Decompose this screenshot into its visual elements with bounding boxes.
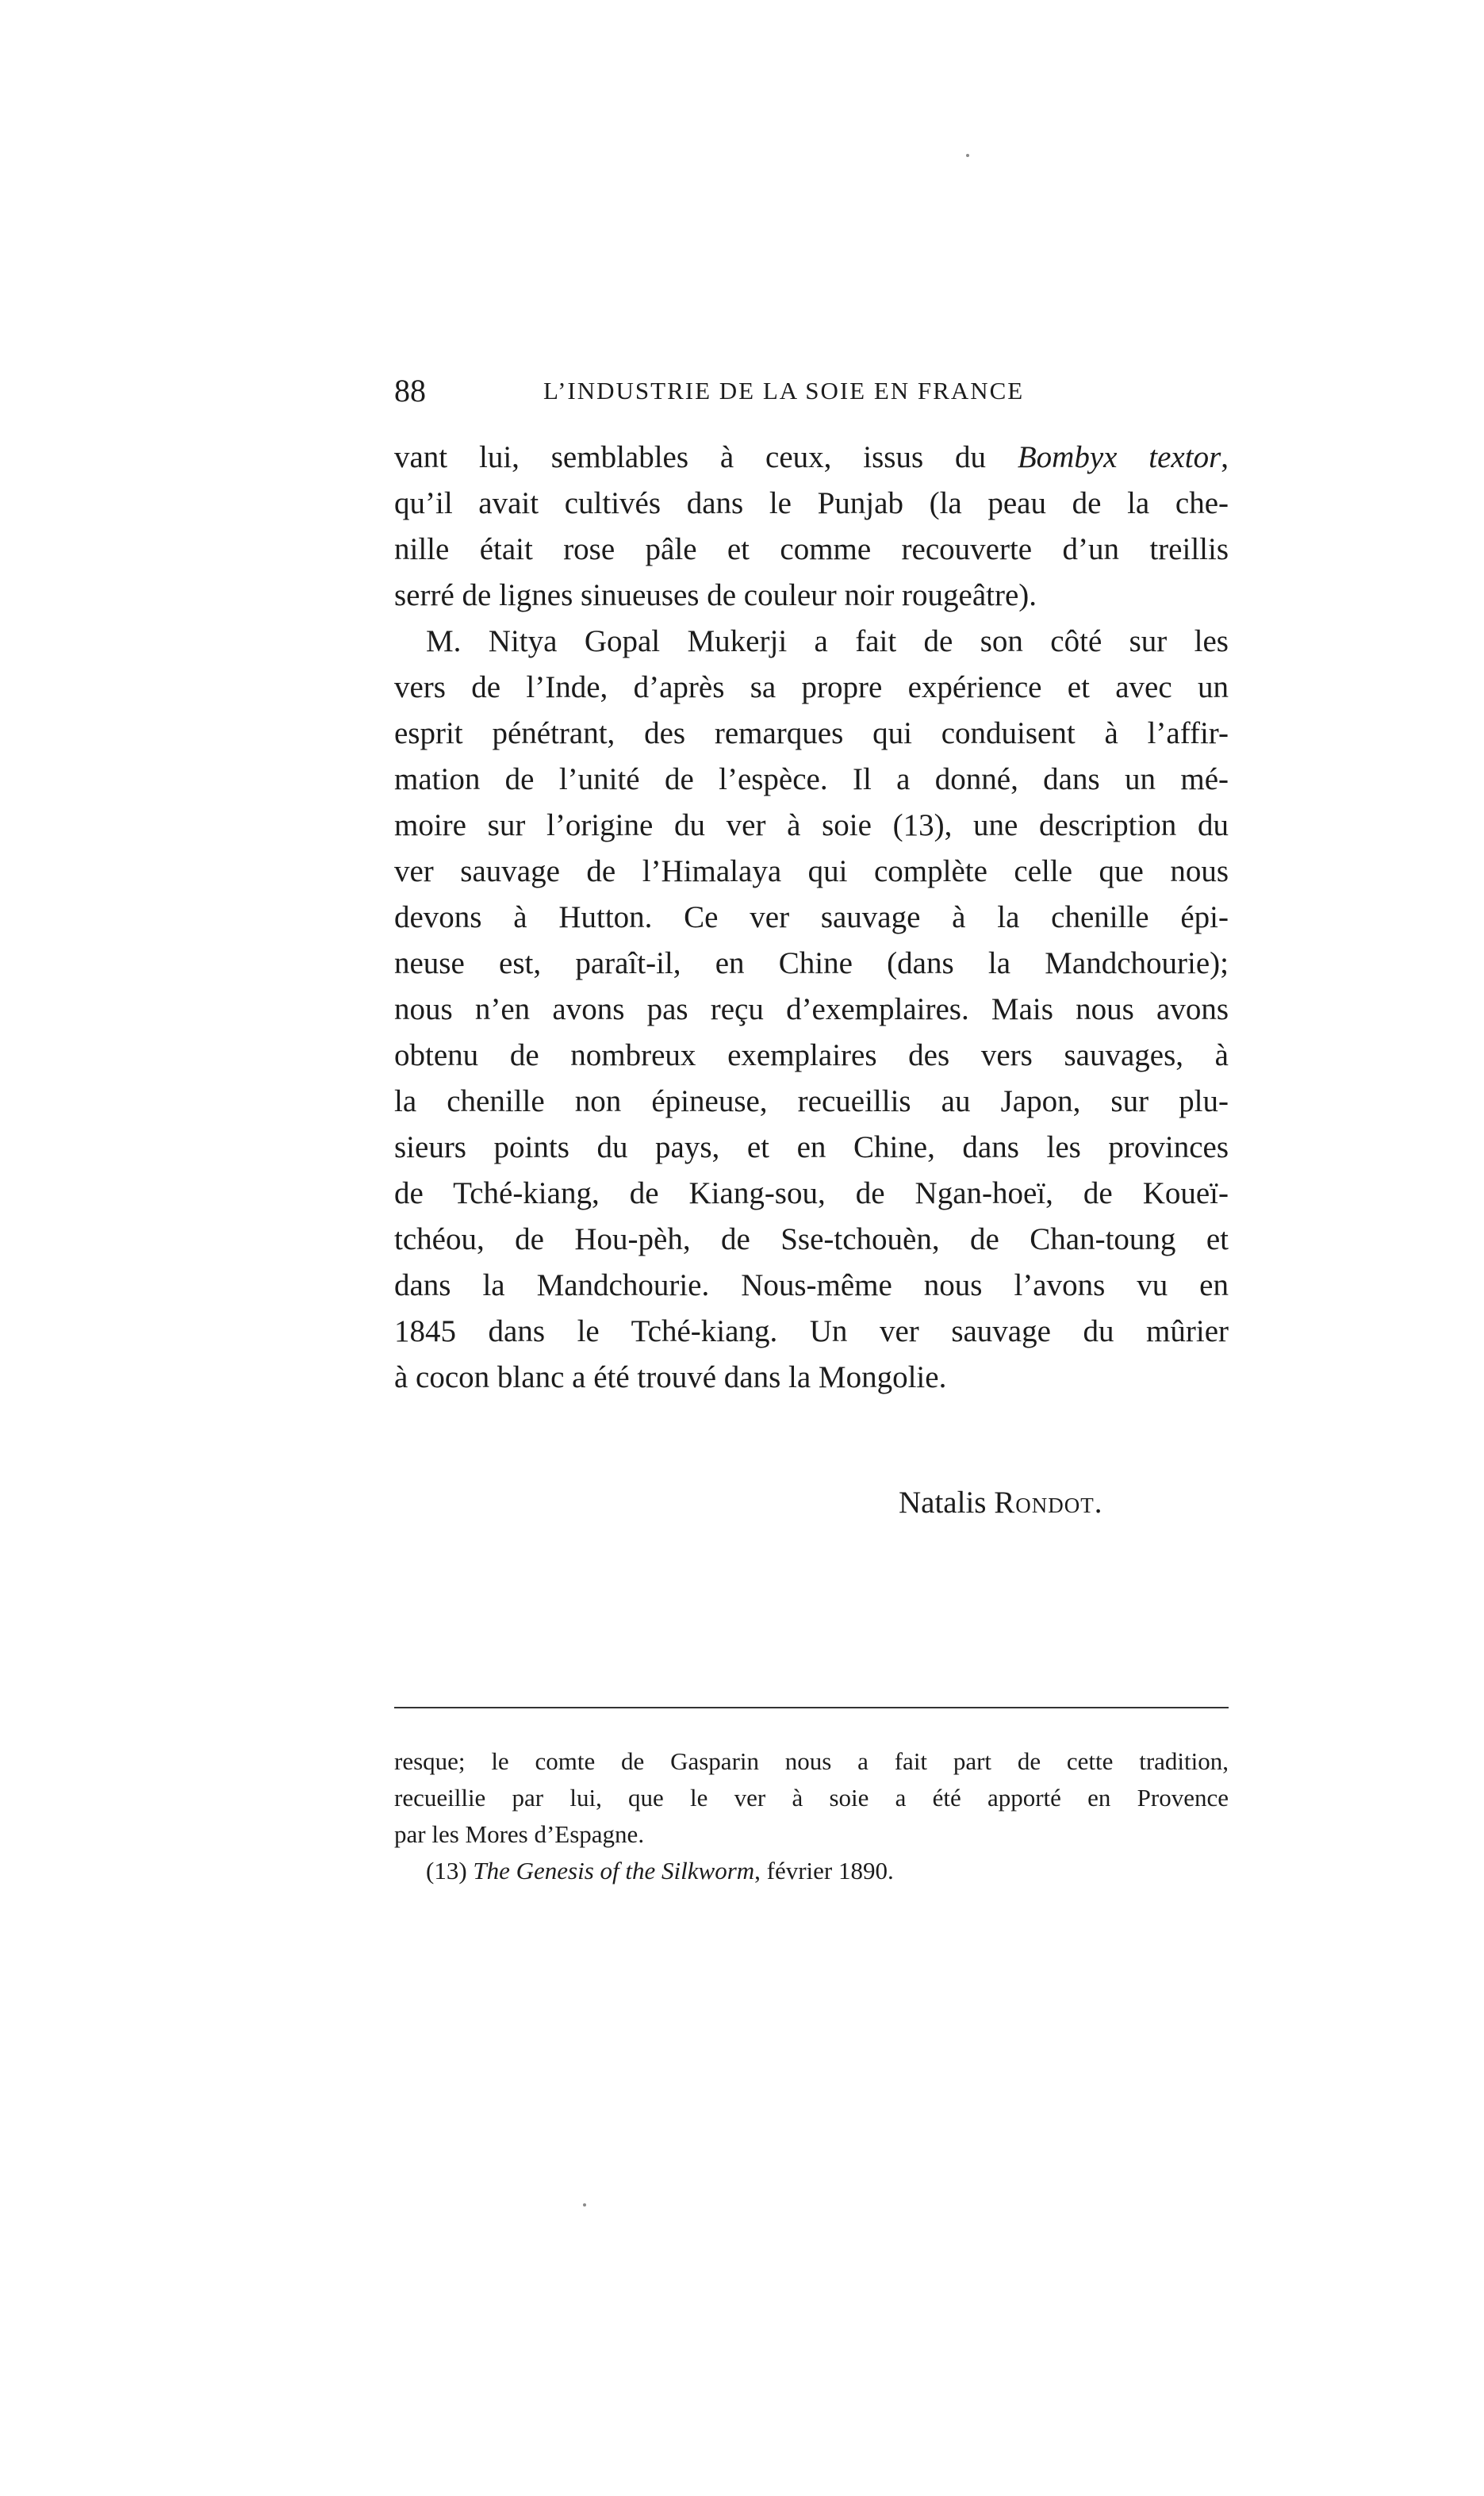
- footnote-divider: [394, 1707, 1229, 1708]
- scan-speck: [966, 154, 969, 157]
- footnote-13: [394, 1853, 1229, 1889]
- text-line: vers de l’Inde, d’après sa propre expérience et avec un: [394, 670, 1229, 704]
- text-line: nous n’en avons pas reçu d’exemplaires. Mais nous avons: [394, 992, 1229, 1026]
- text-line: dans la Mandchourie. Nous-même nous l’avons vu en: [394, 1268, 1229, 1302]
- text-line: neuse est, paraît-il, en Chine (dans la Mandchourie);: [394, 946, 1229, 980]
- page-number: 88: [394, 373, 426, 408]
- footnotes: [394, 1743, 1229, 1889]
- text-line: ver sauvage de l’Himalaya qui complète celle que nous: [394, 854, 1229, 888]
- running-title: L’INDUSTRIE DE LA SOIE EN FRANCE: [543, 377, 1025, 404]
- text-line: esprit pénétrant, des remarques qui conduisent à l’affir-: [394, 716, 1229, 750]
- footnote-cited-title: The Genesis of the Silkworm: [473, 1857, 755, 1884]
- signature-given-name: Natalis: [899, 1486, 987, 1520]
- text-line: serré de lignes sinueuses de couleur noir rougeâtre).: [394, 578, 1037, 612]
- text-line: à cocon blanc a été trouvé dans la Mongolie.: [394, 1360, 947, 1394]
- footnote-cited-date: , février 1890.: [754, 1857, 894, 1884]
- signature-surname: Rondot.: [994, 1486, 1103, 1520]
- footnote-line: resque; le comte de Gasparin nous a fait part de cette tradition,: [394, 1747, 1229, 1775]
- text-line: tchéou, de Hou-pèh, de Sse-tchouèn, de Chan-toung et: [394, 1222, 1229, 1256]
- text-line: sieurs points du pays, et en Chine, dans les provinces: [394, 1130, 1229, 1164]
- text-line: M. Nitya Gopal Mukerji a fait de son côté sur les: [426, 624, 1229, 658]
- text-line: nille était rose pâle et comme recouverte d’un treillis: [394, 532, 1229, 566]
- scan-speck: [583, 2203, 586, 2207]
- text-line: la chenille non épineuse, recueillis au Japon, sur plu-: [394, 1084, 1229, 1118]
- text-line: mation de l’unité de l’espèce. Il a donné, dans un mé-: [394, 762, 1229, 796]
- text-line: obtenu de nombreux exemplaires des vers sauvages, à: [394, 1038, 1229, 1072]
- author-signature: [899, 1480, 1102, 1526]
- body-text: [394, 435, 1229, 1401]
- footnote-number: (13): [426, 1857, 467, 1884]
- text-line: de Tché-kiang, de Kiang-sou, de Ngan-hoeï, de Koueï-: [394, 1176, 1229, 1210]
- text-line: moire sur l’origine du ver à soie (13), une description du: [394, 808, 1229, 842]
- text-line: vant lui, semblables à ceux, issus du Bombyx textor,: [394, 440, 1229, 474]
- footnote-line: recueillie par lui, que le ver à soie a été apporté en Provence: [394, 1784, 1229, 1812]
- footnote-line: par les Mores d’Espagne.: [394, 1820, 645, 1848]
- text-line: 1845 dans le Tché-kiang. Un ver sauvage du mûrier: [394, 1314, 1229, 1348]
- running-head: [394, 371, 1227, 411]
- text-line: devons à Hutton. Ce ver sauvage à la chenille épi-: [394, 900, 1229, 934]
- text-line: qu’il avait cultivés dans le Punjab (la peau de la che-: [394, 486, 1229, 520]
- italic-species-name: Bombyx textor: [1017, 440, 1221, 474]
